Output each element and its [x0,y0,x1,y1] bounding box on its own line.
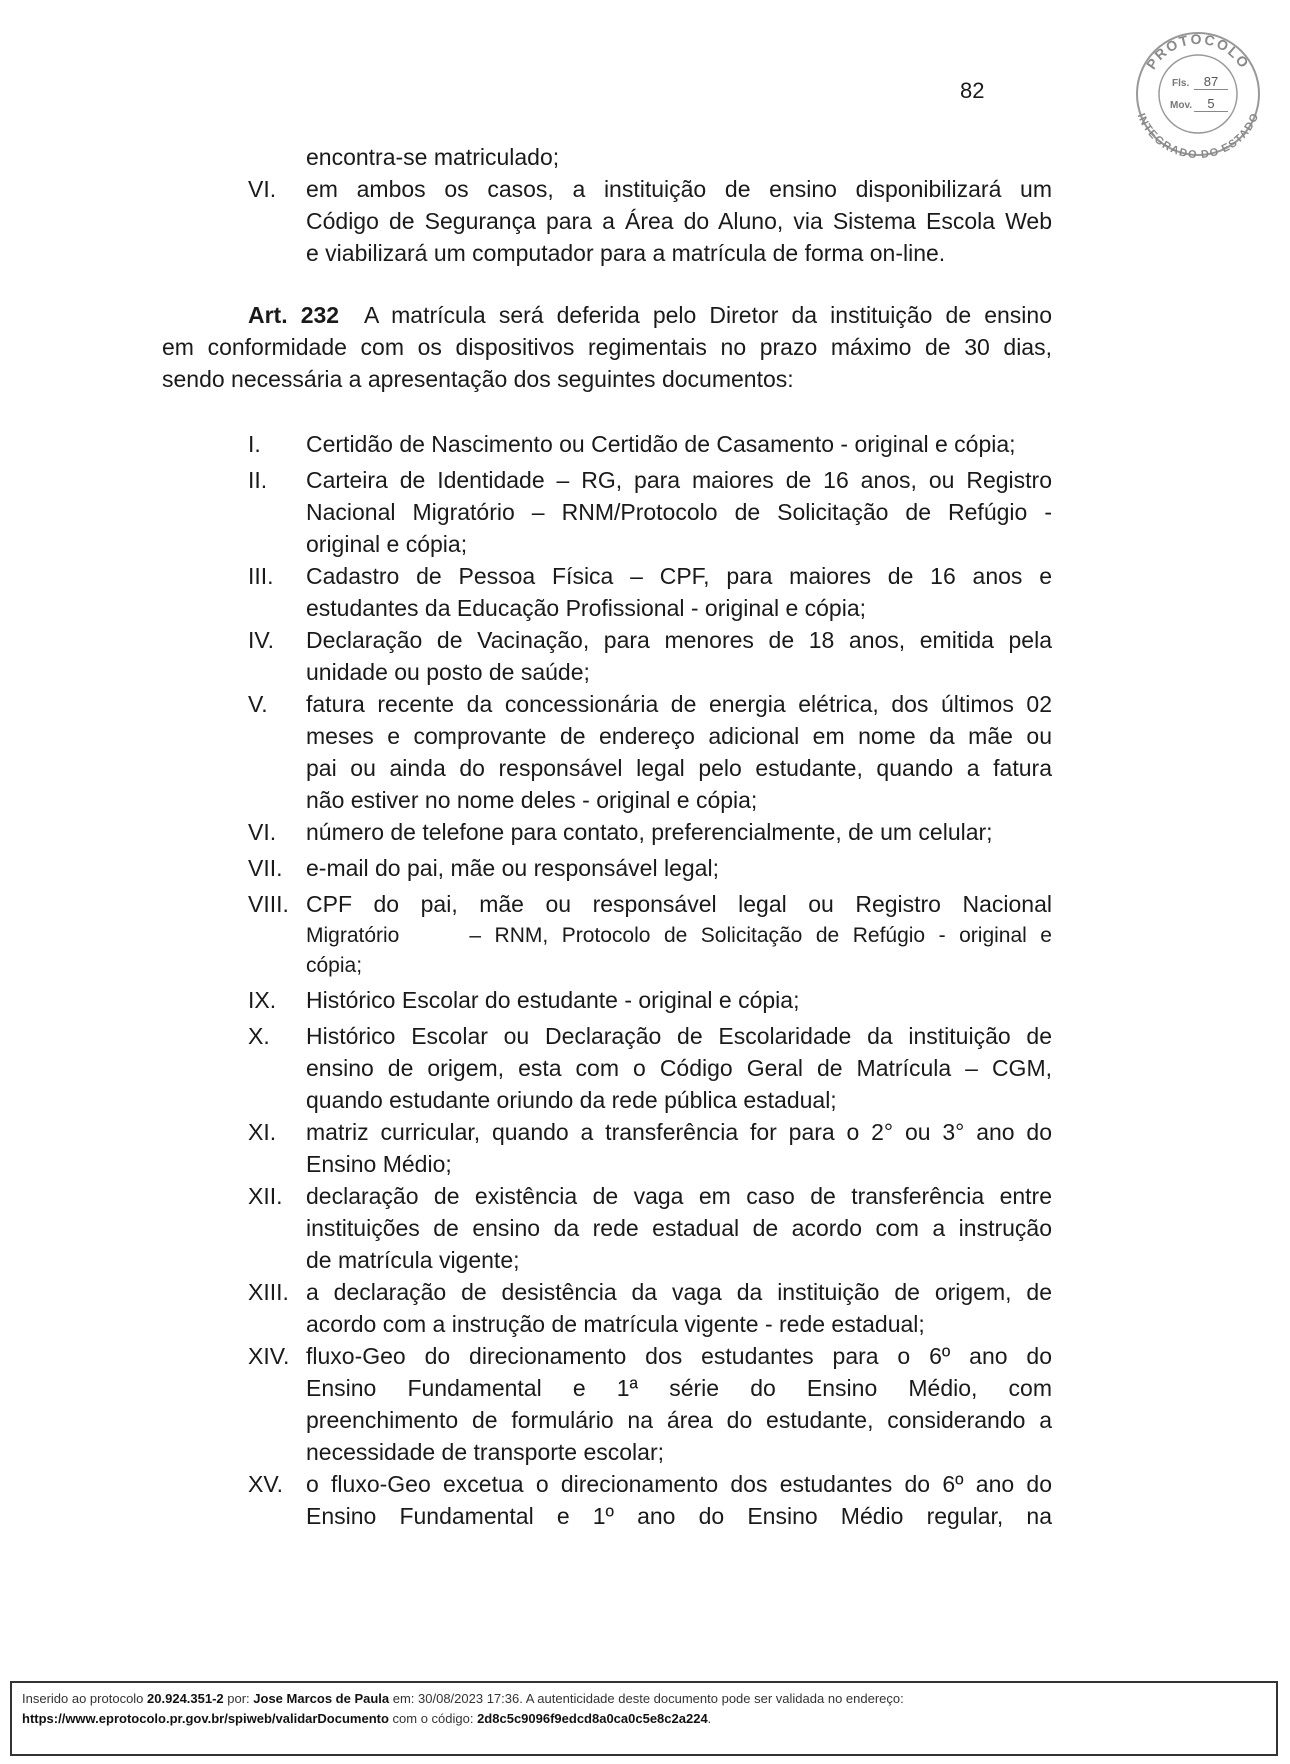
item-line-group [306,920,1052,952]
item-line: instituições de ensino da rede estadual de acordo com a instrução [306,1215,1052,1241]
item-line: fluxo-Geo do direcionamento dos estudantes para o 6º ano do [306,1343,1052,1369]
item-number: III. [248,563,274,589]
item-line: de matrícula vigente; [306,1247,520,1273]
stamp-top-text: PROTOCOLO [1142,30,1254,73]
stamp-bottom-text: INTEGRADO DO ESTADO [1134,111,1262,158]
footer-validation-link[interactable]: https://www.eprotocolo.pr.gov.br/spiweb/validarDocumento [22,1711,389,1726]
item-line: preenchimento de formulário na área do estudante, considerando a [306,1407,1052,1433]
stamp-fls-value: 87 [1194,74,1228,90]
footer-protocol-number: 20.924.351-2 [147,1691,224,1706]
item-line: quando estudante oriundo da rede pública estadual; [306,1087,837,1113]
item-line: unidade ou posto de saúde; [306,659,590,685]
footer-text: em: 30/08/2023 17:36. A autenticidade deste documento pode ser validada no endereço: [389,1691,904,1706]
item-line: Carteira de Identidade – RG, para maiores de 16 anos, ou Registro [306,467,1052,493]
item-line: – RNM, Protocolo de Solicitação de Refúgio - original e [469,924,1052,947]
item-number: VIII. [248,891,289,917]
item-line: não estiver no nome deles - original e cópia; [306,787,758,813]
article-first-line [162,299,1052,331]
article-paragraph [162,299,1052,395]
protocol-stamp [1134,30,1262,158]
item-line: Histórico Escolar do estudante - original e cópia; [306,987,800,1013]
stamp-mov-label: Mov. [1170,100,1193,111]
item-line: acordo com a instrução de matrícula vigente - rede estadual; [306,1311,925,1337]
item-number: II. [248,467,268,493]
article-line: em conformidade com os dispositivos regimentais no prazo máximo de 30 dias, [162,334,1052,360]
svg-text:PROTOCOLO [1143,31,1253,72]
item-number: XI. [248,1119,277,1145]
stamp-mov-value: 5 [1194,96,1228,112]
item-number: I. [248,431,261,457]
item-number: XII. [248,1183,283,1209]
item-line: fatura recente da concessionária de energia elétrica, dos últimos 02 [306,691,1052,717]
stamp-fls-label: Fls. [1172,78,1190,89]
stamp-seal-icon [1134,30,1262,158]
footer-text: com o código: [388,1711,478,1726]
item-number: XV. [248,1471,283,1497]
article-line: sendo necessária a apresentação dos seguintes documentos: [162,366,794,392]
item-line: necessidade de transporte escolar; [306,1439,664,1465]
authentication-footer [10,1681,1278,1756]
item-number: VII. [248,855,283,881]
footer-author: Jose Marcos de Paula [253,1691,390,1706]
article-label: Art. 232 [248,302,340,328]
item-line: declaração de existência de vaga em caso de transferência entre [306,1183,1052,1209]
item-line: Ensino Fundamental e 1ª série do Ensino Médio, com [306,1375,1052,1401]
item-line: Histórico Escolar ou Declaração de Escolaridade da instituição de [306,1023,1052,1049]
item-line: estudantes da Educação Profissional - original e cópia; [306,595,867,621]
item-line: ensino de origem, esta com o Código Geral de Matrícula – CGM, [306,1055,1052,1081]
footer-text: por: [223,1691,254,1706]
item-line: a declaração de desistência da vaga da instituição de origem, de [306,1279,1052,1305]
item-line: Certidão de Nascimento ou Certidão de Casamento - original e cópia; [306,431,1016,457]
item-number: IX. [248,987,277,1013]
item-line: Declaração de Vacinação, para menores de 18 anos, emitida pela [306,627,1052,653]
svg-text:INTEGRADO DO ESTADO [1135,112,1262,158]
item-number: XIV. [248,1343,290,1369]
article-line: A matrícula será deferida pelo Diretor da instituição de ensino [363,302,1052,328]
item-line: o fluxo-Geo excetua o direcionamento dos estudantes do 6º ano do [306,1471,1052,1497]
item-line: Cadastro de Pessoa Física – CPF, para maiores de 16 anos e [306,563,1052,589]
item-number: XIII. [248,1279,289,1305]
continuation-item-line: e viabilizará um computador para a matrícula de forma on-line. [306,240,946,266]
item-line: Migratório [306,924,400,947]
footer-validation-code: 2d8c5c9096f9edcd8a0ca0c5e8c2a224 [477,1711,708,1726]
continuation-item-line: em ambos os casos, a instituição de ensino disponibilizará um [306,176,1052,202]
item-line: Ensino Médio; [306,1151,452,1177]
continuation-line: encontra-se matriculado; [306,144,560,170]
page-number: 82 [960,78,985,103]
item-line: CPF do pai, mãe ou responsável legal ou Registro Nacional [306,891,1052,917]
item-line: cópia; [306,954,363,977]
footer-text: . [707,1711,712,1726]
item-line: meses e comprovante de endereço adicional em nome da mãe ou [306,723,1052,749]
item-number: VI. [248,176,277,202]
item-line: e-mail do pai, mãe ou responsável legal; [306,855,719,881]
footer-text: Inserido ao protocolo [22,1691,148,1706]
item-number: IV. [248,627,275,653]
item-line: número de telefone para contato, preferencialmente, de um celular; [306,819,993,845]
item-line: original e cópia; [306,531,468,557]
item-number: X. [248,1023,270,1049]
continuation-item-line: Código de Segurança para a Área do Aluno, via Sistema Escola Web [306,208,1052,234]
item-number: V. [248,691,268,717]
item-line: pai ou ainda do responsável legal pelo estudante, quando a fatura [306,755,1052,781]
item-line: matriz curricular, quando a transferência for para o 2° ou 3° ano do [306,1119,1052,1145]
item-line: Nacional Migratório – RNM/Protocolo de Solicitação de Refúgio - [306,499,1052,525]
item-number: VI. [248,819,277,845]
item-line: Ensino Fundamental e 1º ano do Ensino Médio regular, na [306,1503,1052,1529]
